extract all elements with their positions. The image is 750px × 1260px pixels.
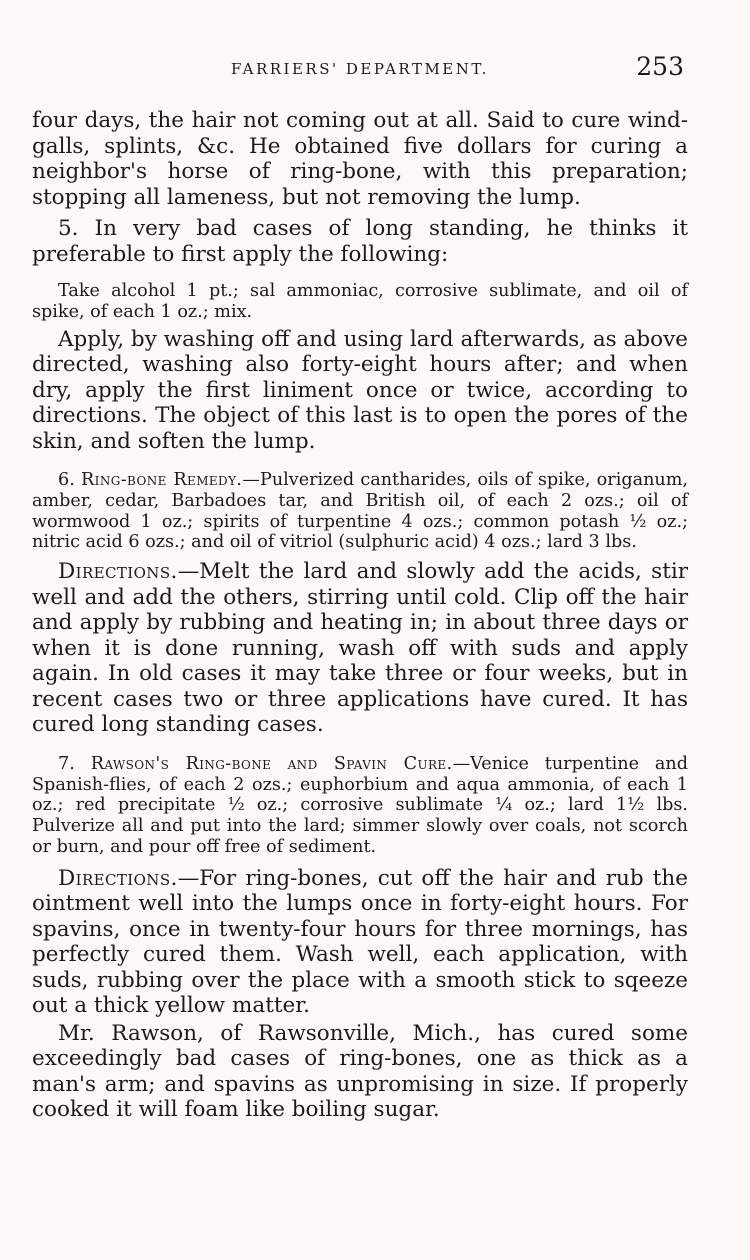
recipe-heading: Ring-bone Remedy.	[81, 470, 243, 491]
paragraph-recipe-5-directions: Apply, by washing off and using lard afterwards, as above directed, washing also forty-eight hours after; and when dry, apply the first liniment once or twice, according to directions. The object of this last is to open the pores of the skin, and soften the lump.	[32, 326, 688, 454]
recipe-number: 7.	[58, 753, 75, 774]
recipe-heading: Rawson's Ring-bone and Spavin Cure.	[90, 753, 453, 774]
directions-body: —For ring-bones, cut off the hair and rub the ointment well into the lumps once in forty-eight hours. For spavins, once in twenty-four hours for three mornings, has perfectly cured them. Wash well, each application, with suds, rubbing over the place with a smooth stick to sqeeze out a thick yellow matter.	[32, 865, 688, 1019]
paragraph-recipe-6	[32, 470, 688, 553]
recipe-number: 6.	[58, 470, 75, 491]
page-header	[32, 44, 688, 80]
paragraph-continuation: four days, the hair not coming out at all. Said to cure wind-galls, splints, &c. He obtained five dollars for curing a neighbor's horse of ring-bone, with this preparation; stopping all lameness, but not removing the lump.	[32, 108, 688, 210]
paragraph-rawson-note: Mr. Rawson, of Rawsonville, Mich., has cured some exceedingly bad cases of ring-bones, one as thick as a man's arm; and spavins as unpromising in size. If properly cooked it will foam like boiling sugar.	[32, 1020, 688, 1123]
directions-heading: Directions.	[58, 865, 178, 891]
directions-body: —Melt the lard and slowly add the acids, stir well and add the others, stirring until cold. Clip off the hair and apply by rubbing and heating in; in about three days or when it is done running, wash off with suds and apply again. In old cases it may take three or four weeks, but in recent cases two or three applications have cured. It has cured long standing cases.	[32, 559, 688, 738]
running-head: FARRIERS' DEPARTMENT.	[231, 60, 489, 78]
paragraph-recipe-5-formula: Take alcohol 1 pt.; sal ammoniac, corrosive sublimate, and oil of spike, of each 1 oz.; mix.	[32, 281, 688, 322]
paragraph-recipe-7	[32, 754, 688, 858]
paragraph-recipe-7-directions	[32, 866, 688, 1019]
book-page	[32, 44, 688, 1123]
directions-heading: Directions.	[58, 559, 178, 585]
page-number: 253	[636, 52, 684, 81]
paragraph-recipe-5-intro: 5. In very bad cases of long standing, he thinks it preferable to first apply the following:	[32, 216, 688, 267]
recipe-body: —Pulverized cantharides, oils of spike, origanum, amber, cedar, Barbadoes tar, and British oil, of each 2 ozs.; oil of wormwood 1 oz.; spirits of turpentine 4 ozs.; common potash ½ oz.; nitric acid 6 ozs.; and oil of vitriol (sulphuric acid) 4 ozs.; lard 3 lbs.	[32, 470, 689, 553]
recipe-body: —Venice turpentine and Spanish-flies, of each 2 ozs.; euphorbium and aqua ammonia, of each 1 oz.; red precipitate ½ oz.; corrosive sublimate ¼ oz.; lard 1½ lbs. Pulverize all and put into the lard; simmer slowly over coals, not scorch or burn, and pour off free of sediment.	[32, 753, 689, 857]
paragraph-recipe-6-directions	[32, 559, 688, 738]
